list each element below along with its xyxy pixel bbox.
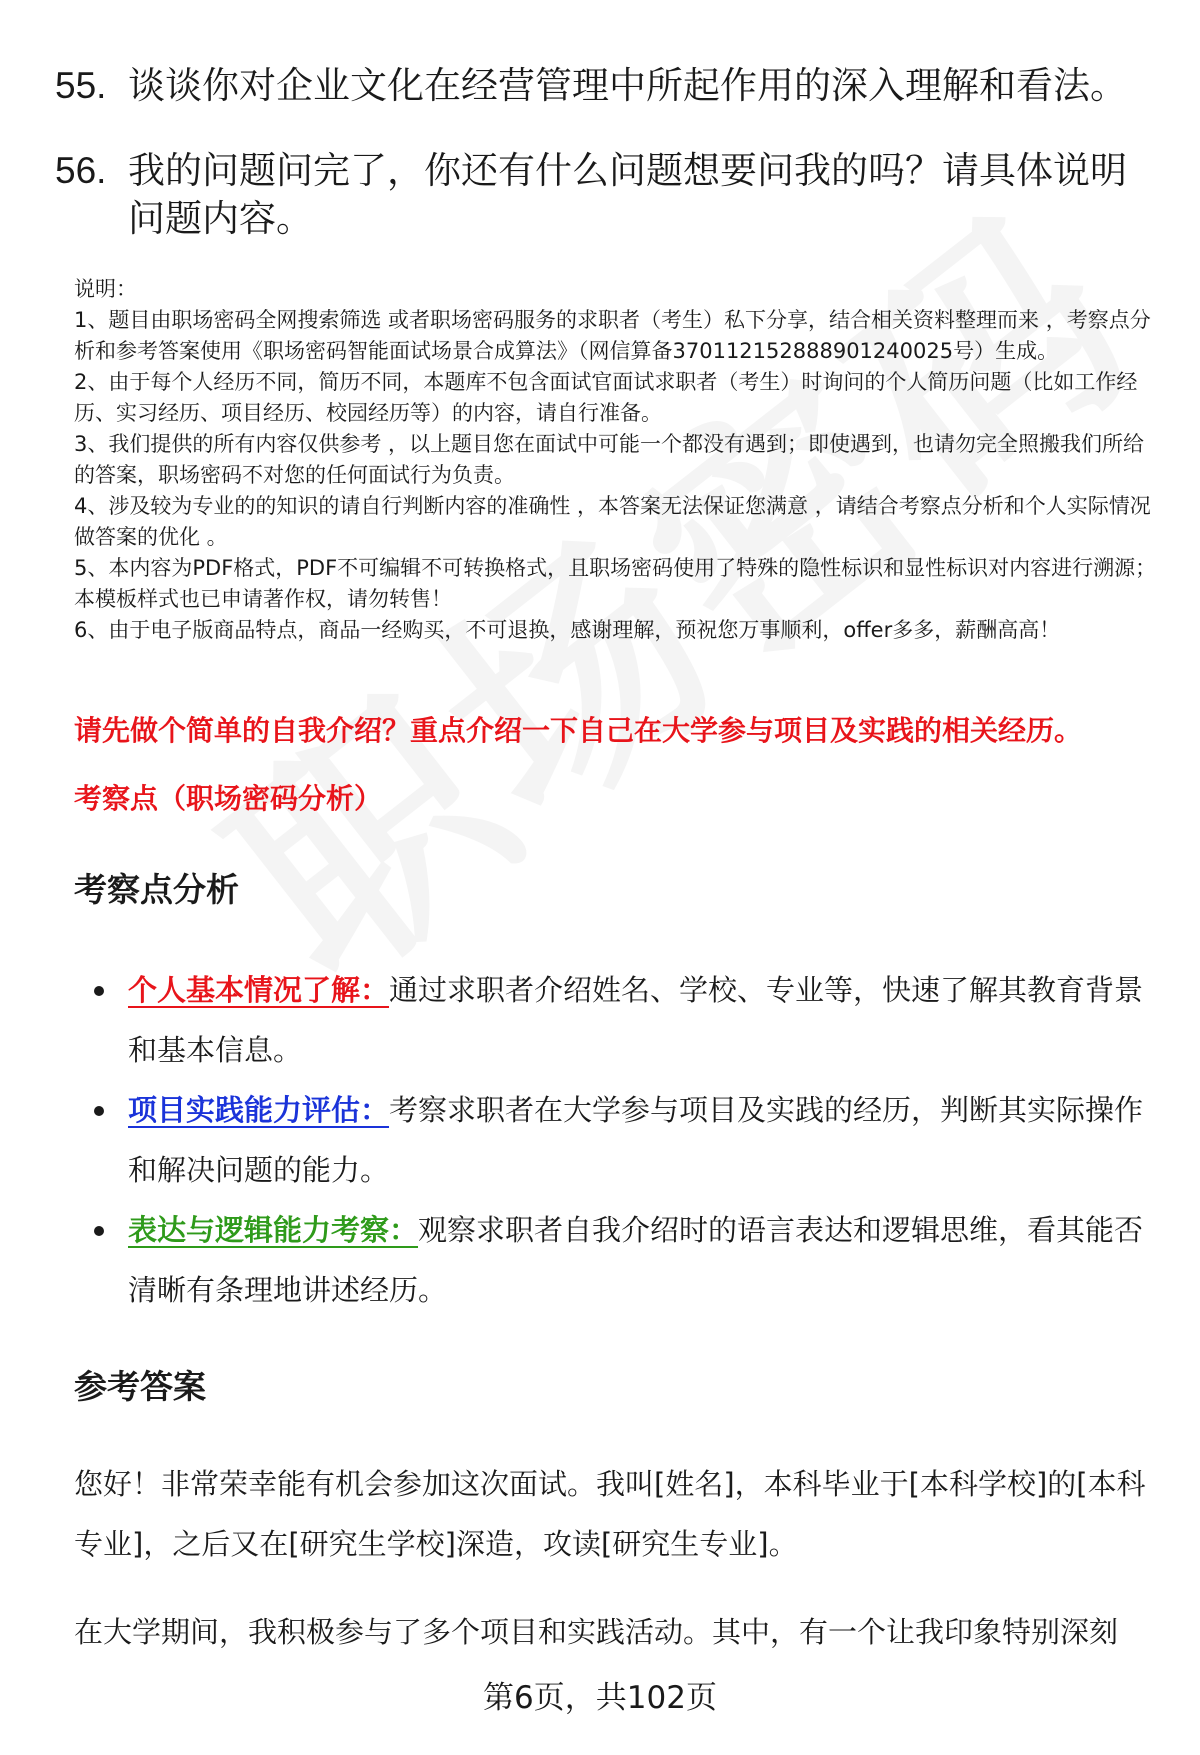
bullet-label: 个人基本情况了解： — [128, 973, 390, 1007]
bullet-dot-icon — [94, 1226, 104, 1236]
bullet-label: 项目实践能力评估： — [128, 1093, 390, 1127]
bullet-dot-icon — [94, 1106, 104, 1116]
analysis-list — [92, 960, 1152, 1320]
notes-item: 4、涉及较为专业的的知识的请自行判断内容的准确性 ，本答案无法保证您满意 ，请结合考察点分析和个人实际情况做答案的优化 。 — [74, 494, 1151, 549]
notes-item: 2、由于每个人经历不同，简历不同，本题库不包含面试官面试求职者（考生）时询问的个人简历问题（比如工作经历、实习经历、项目经历、校园经历等）的内容，请自行准备。 — [74, 370, 1138, 425]
bullet-text: 通过求职者介绍姓名、学校、专业等，快速了解其教育背景和基本信息。 — [128, 973, 1144, 1067]
question-55 — [55, 62, 1155, 110]
bullet-text: 观察求职者自我介绍时的语言表达和逻辑思维，看其能否清晰有条理地讲述经历。 — [128, 1213, 1144, 1307]
question-56 — [55, 147, 1155, 243]
notes-item: 1、题目由职场密码全网搜索筛选 或者职场密码服务的求职者（考生）私下分享，结合相关资料整理而来 ，考察点分析和参考答案使用《职场密码智能面试场景合成算法》（网信算备370112152888901240025号）生成。 — [74, 308, 1151, 363]
notes-item: 5、本内容为PDF格式，PDF不可编辑不可转换格式，且职场密码使用了特殊的隐性标识和显性标识对内容进行溯源；本模板样式也已申请著作权，请勿转售！ — [74, 556, 1157, 611]
list-item — [92, 960, 1152, 1080]
page-footer: 第6页，共102页 — [483, 1680, 717, 1716]
bullet-text: 考察求职者在大学参与项目及实践的经历，判断其实际操作和解决问题的能力。 — [128, 1093, 1144, 1187]
notes-item: 3、我们提供的所有内容仅供参考 ，以上题目您在面试中可能一个都没有遇到；即使遇到，也请勿完全照搬我们所给的答案，职场密码不对您的任何面试行为负责。 — [74, 432, 1145, 487]
bullet-label: 表达与逻辑能力考察： — [128, 1213, 419, 1247]
question-number: 56. — [55, 150, 107, 191]
question-text: 我的问题问完了，你还有什么问题想要问我的吗？请具体说明问题内容。 — [128, 149, 1127, 240]
notes-block — [74, 274, 1164, 646]
main-question-subtitle: 考察点（职场密码分析） — [74, 782, 383, 815]
question-text: 谈谈你对企业文化在经营管理中所起作用的深入理解和看法。 — [128, 64, 1127, 107]
analysis-heading: 考察点分析 — [74, 870, 239, 909]
answer-paragraph: 您好！非常荣幸能有机会参加这次面试。我叫[姓名]，本科毕业于[本科学校]的[本科专业]，之后又在[研究生学校]深造，攻读[研究生专业]。 — [74, 1467, 1146, 1561]
list-item — [92, 1080, 1152, 1200]
bullet-dot-icon — [94, 986, 104, 996]
notes-item: 6、由于电子版商品特点，商品一经购买，不可退换，感谢理解，预祝您万事顺利，offer多多，薪酬高高！ — [74, 618, 1061, 642]
list-item — [92, 1200, 1152, 1320]
answer-paragraph: 在大学期间，我积极参与了多个项目和实践活动。其中，有一个让我印象特别深刻 — [74, 1615, 1119, 1649]
question-number: 55. — [55, 65, 107, 106]
answer-heading: 参考答案 — [74, 1367, 206, 1406]
main-question: 请先做个简单的自我介绍？重点介绍一下自己在大学参与项目及实践的相关经历。 — [74, 714, 1083, 747]
notes-title: 说明： — [74, 277, 137, 301]
